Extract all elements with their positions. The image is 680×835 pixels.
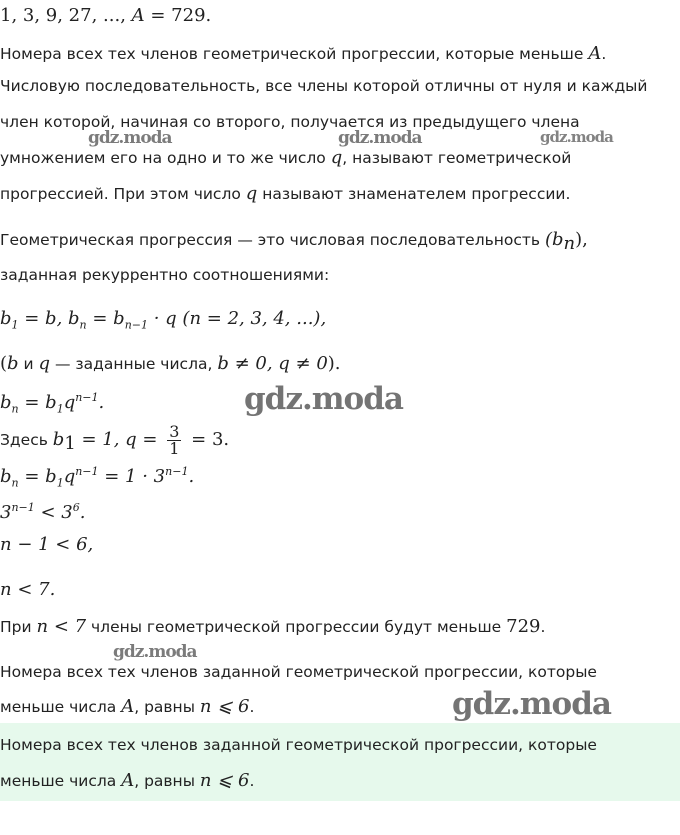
- superscript: n−1: [75, 465, 99, 478]
- definition2-line-1: [0, 228, 588, 256]
- formula-part: = b, b: [18, 308, 80, 329]
- subscript: 1: [64, 433, 76, 455]
- inequality-2: n − 1 < 6,: [0, 534, 94, 555]
- punct: .: [540, 618, 546, 636]
- var-b: b: [7, 353, 19, 374]
- var-a: A: [131, 5, 145, 26]
- superscript: n−1: [75, 391, 99, 404]
- fraction: [167, 424, 181, 457]
- b-symbol: b: [0, 308, 12, 329]
- conclusion-line-1: Номера всех тех членов заданной геометрической прогрессии, которые: [0, 663, 597, 681]
- superscript: n−1: [165, 465, 189, 478]
- text: , равны: [134, 698, 200, 716]
- superscript: 6: [72, 501, 80, 514]
- watermark: gdz.moda: [88, 128, 172, 148]
- punct: .: [601, 45, 607, 63]
- formula-part: = b: [86, 308, 125, 329]
- punct: .: [79, 502, 86, 523]
- text: и: [18, 355, 39, 373]
- definition2-line-2: заданная рекуррентно соотношениями:: [0, 266, 330, 284]
- subscript: n: [79, 318, 87, 332]
- definition-line-4: [0, 182, 570, 206]
- text: Здесь: [0, 431, 53, 449]
- condition-line: [0, 352, 341, 376]
- math-inline: n ⩽ 6: [199, 696, 250, 717]
- fraction-numerator: 3: [169, 422, 180, 441]
- answer-box: [0, 723, 680, 801]
- formula-part: = 1, q =: [75, 429, 164, 450]
- formula-part: = 1 · 3: [98, 466, 166, 487]
- formula-part: < 3: [34, 502, 73, 523]
- paren: (: [0, 353, 8, 374]
- general-term-formula: [0, 386, 104, 422]
- general-term-substituted: [0, 460, 194, 496]
- formula-part: = 3.: [185, 429, 230, 450]
- definition-text: , называют геометрической: [342, 149, 572, 167]
- sequence-symbol: (b: [544, 229, 564, 250]
- inequality-1: [0, 496, 85, 525]
- formula-part: q: [63, 466, 76, 487]
- b-symbol: b: [0, 392, 12, 413]
- var-a: A: [121, 696, 135, 717]
- subscript: n: [563, 233, 576, 255]
- math-inline: n < 7: [36, 616, 87, 637]
- subscript: 1: [56, 476, 64, 490]
- text: , равны: [134, 772, 200, 790]
- text: — заданные числа,: [50, 355, 218, 373]
- definition-line-2: член которой, начиная со второго, получается из предыдущего члена: [0, 113, 580, 131]
- substitution-line: [0, 424, 229, 457]
- superscript: n−1: [11, 501, 35, 514]
- var-q: q: [245, 183, 258, 204]
- math-inline: n ⩽ 6: [199, 770, 250, 791]
- inequality-3: n < 7.: [0, 579, 56, 600]
- recurrence-formula: [0, 307, 326, 338]
- var-q: q: [38, 353, 51, 374]
- definition-line-1: Числовую последовательность, все члены которой отличны от нуля и каждый: [0, 77, 648, 95]
- text: меньше числа: [0, 698, 122, 716]
- range-statement: [0, 615, 545, 639]
- text: меньше числа: [0, 772, 122, 790]
- subscript: n: [11, 476, 19, 490]
- definition-text: Геометрическая прогрессия — это числовая последовательность: [0, 231, 545, 249]
- sequence-terms: 1, 3, 9, 27, ...,: [0, 5, 132, 26]
- punct: .: [98, 392, 105, 413]
- watermark: gdz.moda: [452, 686, 611, 722]
- formula-part: 3: [0, 502, 12, 523]
- task-line: [0, 42, 606, 66]
- condition-math: b ≠ 0, q ≠ 0: [217, 353, 328, 374]
- given-sequence: [0, 4, 211, 28]
- definition-text: прогрессией. При этом число: [0, 185, 246, 203]
- formula-part: = b: [18, 392, 57, 413]
- subscript: 1: [11, 318, 19, 332]
- text: При: [0, 618, 37, 636]
- watermark: gdz.moda: [338, 128, 422, 148]
- punct: .: [249, 698, 255, 716]
- fraction-denominator: 1: [169, 439, 180, 458]
- definition-line-3: [0, 146, 571, 170]
- watermark: gdz.moda: [113, 642, 197, 662]
- watermark: gdz.moda: [540, 128, 613, 146]
- a-value: = 729.: [144, 5, 212, 26]
- text: члены геометрической прогрессии будут меньше: [86, 618, 507, 636]
- task-text: Номера всех тех членов геометрической прогрессии, которые меньше: [0, 45, 589, 63]
- punct: ),: [575, 229, 588, 250]
- subscript: n: [11, 402, 19, 416]
- answer-line-1: Номера всех тех членов заданной геометрической прогрессии, которые: [0, 736, 597, 754]
- var-a: A: [121, 770, 135, 791]
- formula-part: q: [63, 392, 76, 413]
- definition-text: называют знаменателем прогрессии.: [257, 185, 571, 203]
- formula-part: = b: [18, 466, 57, 487]
- math-inline: 729: [506, 616, 541, 637]
- b-symbol: b: [0, 466, 12, 487]
- definition-text: умножением его на одно и то же число: [0, 149, 331, 167]
- var-q: q: [330, 147, 343, 168]
- punct: .: [249, 772, 255, 790]
- subscript: n−1: [124, 318, 149, 332]
- punct: .: [188, 466, 195, 487]
- b-symbol: b: [52, 429, 65, 450]
- watermark: gdz.moda: [244, 381, 403, 417]
- subscript: 1: [56, 402, 64, 416]
- answer-line-2: [0, 769, 254, 793]
- conclusion-line-2: [0, 695, 254, 719]
- formula-part: · q (n = 2, 3, 4, ...),: [148, 308, 327, 329]
- paren: ).: [327, 353, 341, 374]
- var-a: A: [588, 43, 602, 64]
